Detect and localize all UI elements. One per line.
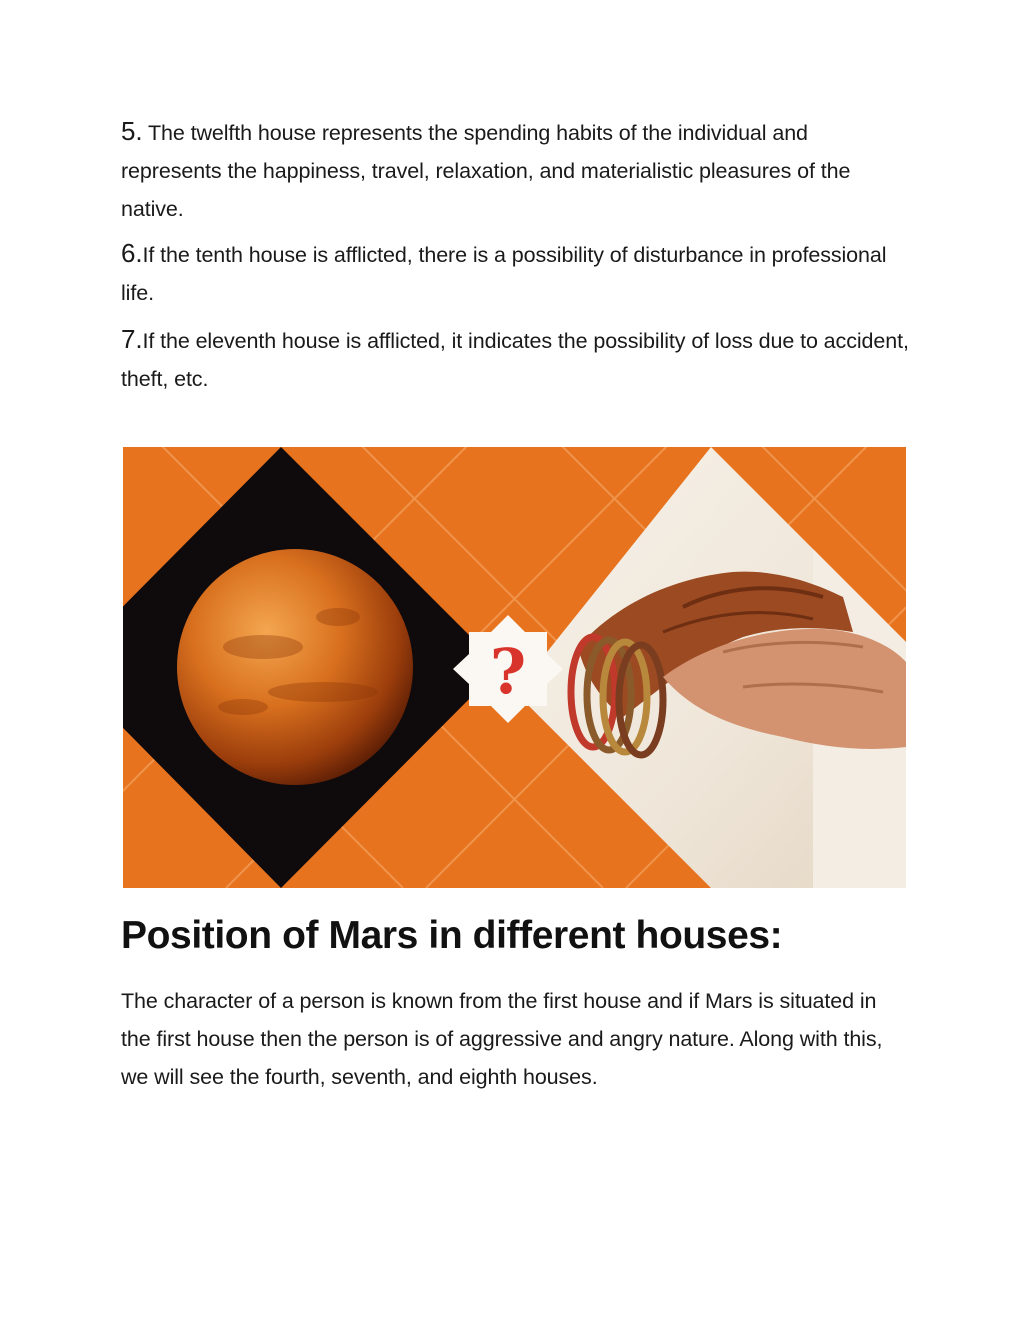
section-heading: Position of Mars in different houses: <box>121 914 783 957</box>
list-item-6 <box>121 234 911 312</box>
item-text: If the eleventh house is afflicted, it indicates the possibility of loss due to accident, theft, etc. <box>121 329 909 391</box>
item-number: 7. <box>121 324 143 354</box>
section-body: The character of a person is known from the first house and if Mars is situated in the first house then the person is of aggressive and angry nature. Along with this, we will see the fourth, seventh, and eighth houses. <box>121 989 883 1089</box>
list-section <box>121 112 911 398</box>
item-text: If the tenth house is afflicted, there is a possibility of disturbance in professional life. <box>121 243 887 305</box>
item-text: The twelfth house represents the spending habits of the individual and represents the happiness, travel, relaxation, and materialistic pleasures of the native. <box>121 121 851 221</box>
list-item-7 <box>121 320 911 398</box>
question-mark-icon: ? <box>489 635 527 708</box>
mars-planet <box>177 549 413 785</box>
list-item-5 <box>121 112 911 228</box>
mars-wedding-image <box>123 447 906 888</box>
item-number: 6. <box>121 238 143 268</box>
item-number: 5. <box>121 116 143 146</box>
